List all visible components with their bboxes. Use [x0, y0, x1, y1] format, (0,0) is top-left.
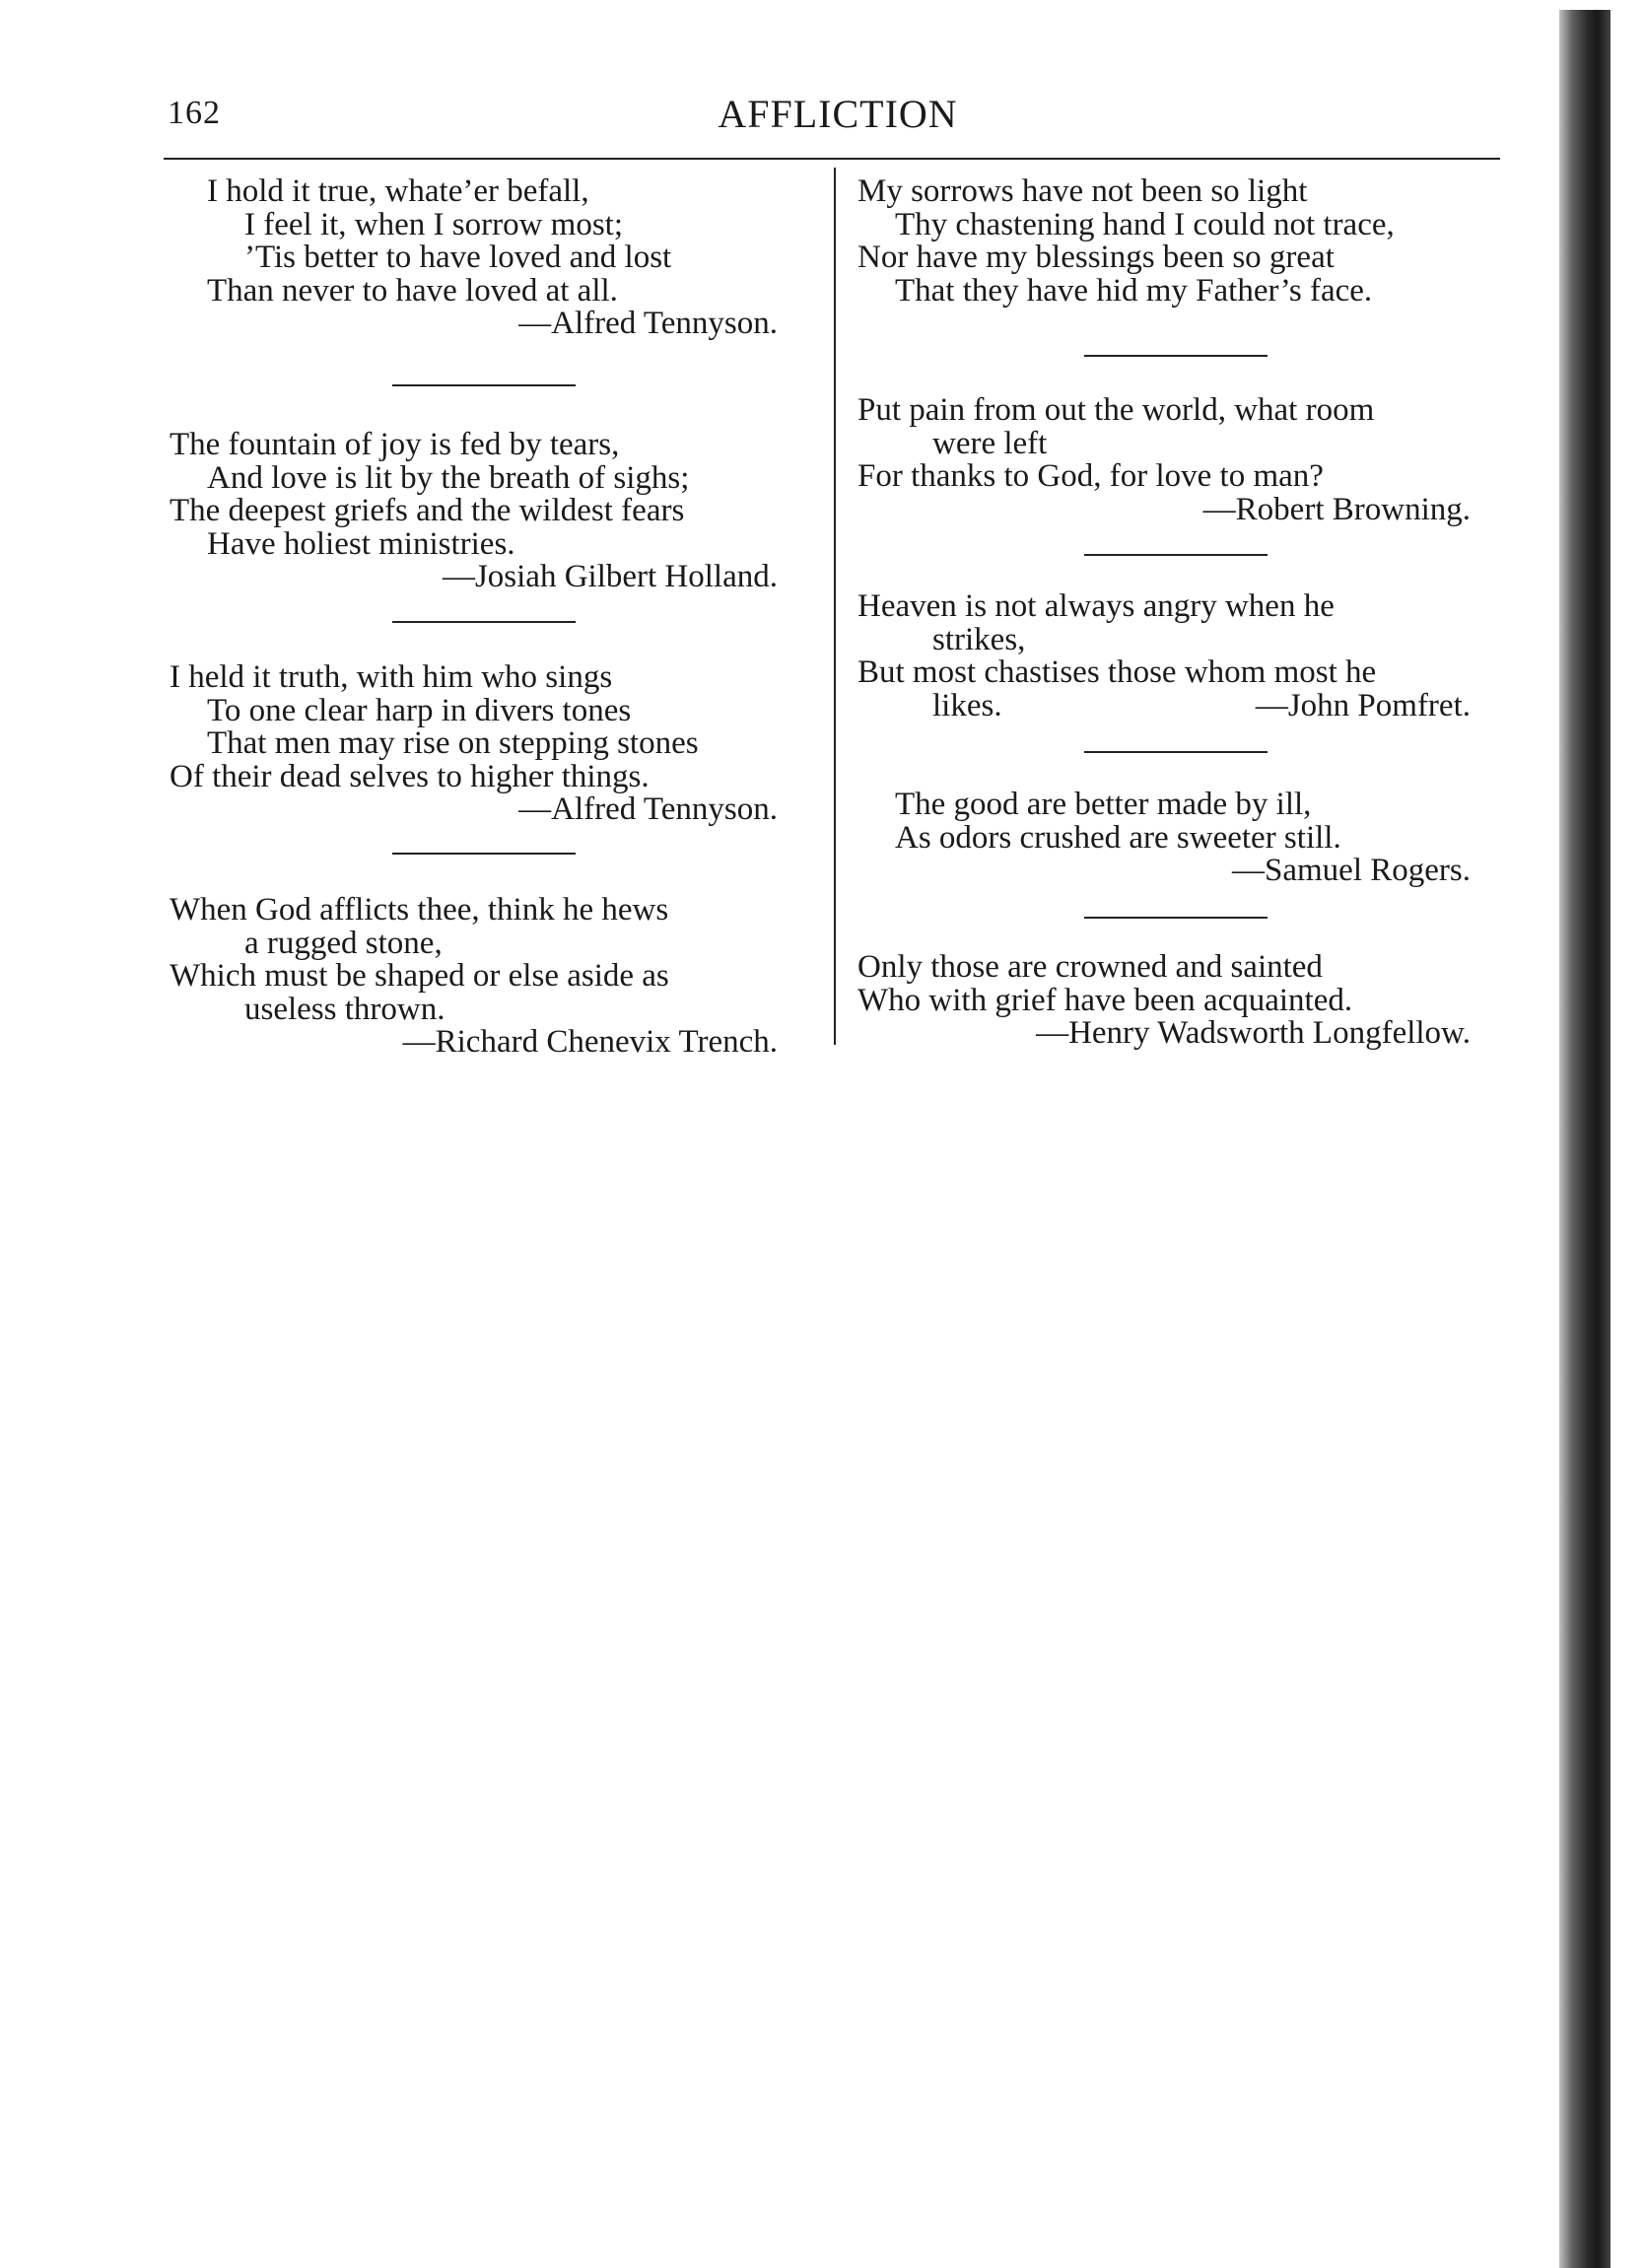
verse-line: likes.	[932, 687, 1002, 723]
verse-line: Have holiest ministries.	[207, 525, 515, 562]
verse-line: Which must be shaped or else aside as	[170, 958, 669, 994]
verse-line: I hold it true, whate’er befall,	[207, 173, 589, 209]
verse-line: Nor have my blessings been so great	[857, 240, 1335, 275]
attribution: —Robert Browning.	[1202, 491, 1471, 527]
verse-line: Put pain from out the world, what room	[857, 392, 1375, 428]
verse-line: The fountain of joy is fed by tears,	[170, 427, 620, 462]
verse-line: ’Tis better to have loved and lost	[244, 240, 672, 275]
attribution: —Samuel Rogers.	[1232, 853, 1471, 888]
verse-line: But most chastises those whom most he	[857, 654, 1377, 690]
book-binding-shadow	[1559, 10, 1611, 2268]
verse-line: a rugged stone,	[244, 925, 443, 961]
verse-line: My sorrows have not been so light	[857, 173, 1308, 209]
verse-line: The deepest griefs and the wildest fears	[170, 493, 685, 528]
quote-block	[857, 175, 1508, 308]
verse-line: That they have hid my Father’s face.	[895, 272, 1373, 309]
quote-block	[170, 429, 815, 594]
section-divider	[392, 621, 576, 623]
attribution: —Josiah Gilbert Holland.	[442, 559, 778, 594]
verse-line-with-attribution	[857, 687, 1508, 723]
section-divider	[1084, 554, 1268, 556]
page-title: AFFLICTION	[718, 92, 958, 136]
section-divider	[1084, 751, 1268, 753]
verse-line: I held it truth, with him who sings	[170, 659, 613, 695]
page-number: 162	[168, 95, 221, 131]
verse-line: To one clear harp in divers tones	[207, 692, 632, 728]
verse-line: As odors crushed are sweeter still.	[895, 819, 1341, 856]
verse-line: When God afflicts thee, think he hews	[170, 892, 669, 928]
verse-line: Only those are crowned and sainted	[857, 949, 1323, 985]
quote-block	[857, 951, 1508, 1051]
quote-block	[170, 175, 815, 341]
verse-line: Who with grief have been acquainted.	[857, 982, 1353, 1018]
verse-line: The good are better made by ill,	[895, 787, 1312, 822]
quote-block	[170, 894, 815, 1060]
attribution: —John Pomfret.	[1255, 687, 1471, 723]
column-divider	[834, 168, 836, 1045]
section-divider	[1084, 917, 1268, 919]
quote-block	[857, 394, 1508, 526]
section-divider	[392, 853, 576, 855]
verse-line: For thanks to God, for love to man?	[857, 458, 1324, 494]
verse-line: Than never to have loved at all.	[207, 272, 618, 309]
quote-block	[857, 590, 1508, 722]
verse-line: useless thrown.	[244, 991, 446, 1027]
verse-line: Heaven is not always angry when he	[857, 588, 1335, 624]
verse-line: were left	[932, 425, 1048, 461]
section-divider	[392, 384, 576, 386]
verse-line: I feel it, when I sorrow most;	[244, 206, 623, 242]
section-divider	[1084, 355, 1268, 357]
verse-line: strikes,	[932, 621, 1026, 657]
attribution: —Henry Wadsworth Longfellow.	[1036, 1015, 1471, 1051]
verse-line: Thy chastening hand I could not trace,	[895, 206, 1395, 242]
verse-line: Of their dead selves to higher things.	[170, 758, 650, 794]
verse-line: And love is lit by the breath of sighs;	[207, 459, 690, 496]
attribution: —Alfred Tennyson.	[518, 306, 778, 341]
attribution: —Alfred Tennyson.	[518, 791, 778, 827]
header-rule	[164, 158, 1500, 160]
verse-line: That men may rise on stepping stones	[207, 725, 699, 761]
quote-block	[857, 789, 1508, 888]
quote-block	[170, 661, 815, 827]
attribution: —Richard Chenevix Trench.	[402, 1024, 778, 1060]
